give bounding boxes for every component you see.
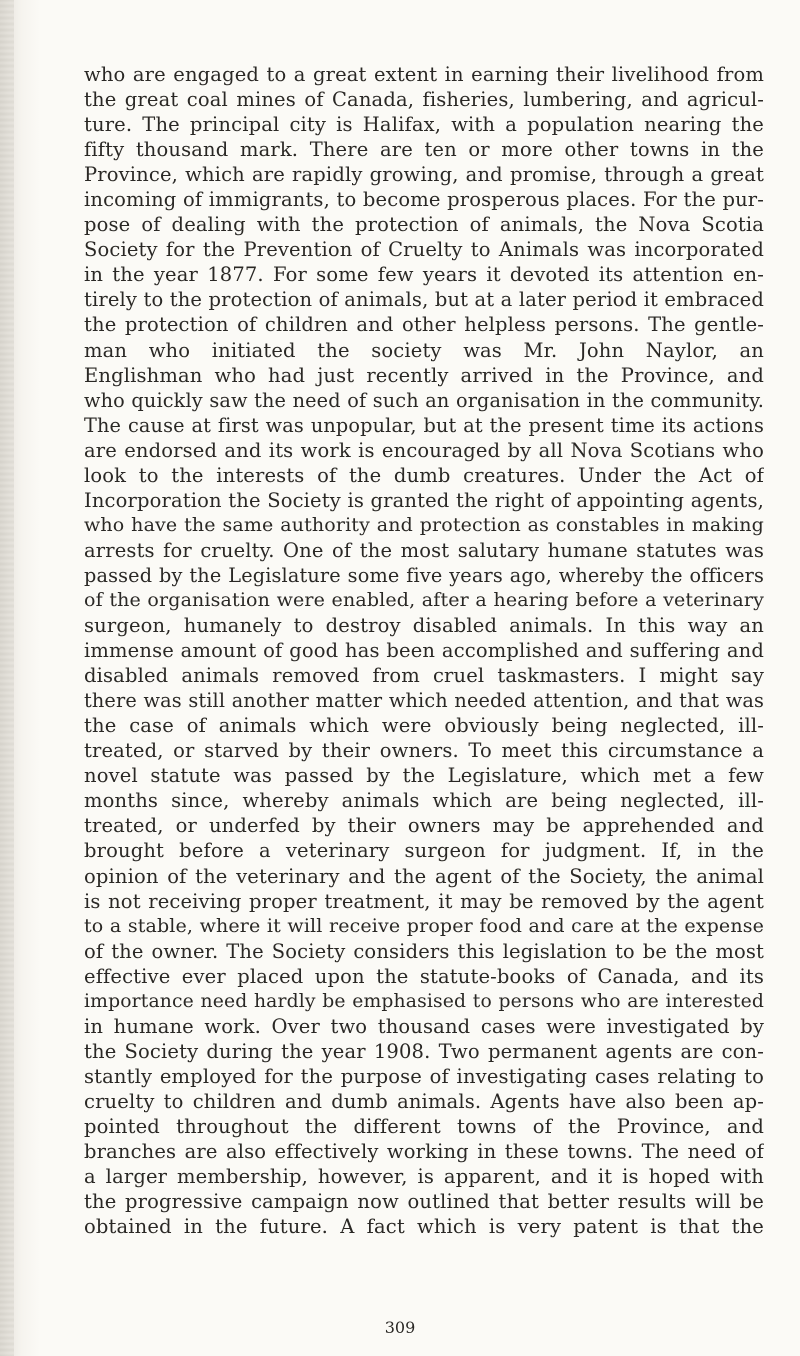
text-line: there was still another matter which needed attention, and that was [84,689,764,713]
text-line: cruelty to children and dumb animals. Agents have also been ap- [84,1089,764,1113]
text-line: obtained in the future. A fact which is very patent is that the [84,1215,764,1239]
text-line: Province, which are rapidly growing, and promise, through a great [84,163,764,187]
text-line: surgeon, humanely to destroy disabled animals. In this way an [84,614,764,638]
text-line: novel statute was passed by the Legislature, which met a few [84,764,764,788]
text-line: who quickly saw the need of such an organisation in the community. [84,388,764,412]
text-line: ture. The principal city is Halifax, with a population nearing the [84,113,764,137]
text-line: immense amount of good has been accomplished and suffering and [84,639,764,663]
text-line: in the year 1877. For some few years it devoted its attention en- [84,263,764,287]
text-line: who have the same authority and protection as constables in making [84,513,764,536]
text-line: fifty thousand mark. There are ten or more other towns in the [84,138,764,162]
text-line: who are engaged to a great extent in earning their livelihood from [84,63,764,86]
text-line: is not receiving proper treatment, it may be removed by the agent [84,889,764,913]
text-line: brought before a veterinary surgeon for judgment. If, in the [84,839,764,863]
text-line: the progressive campaign now outlined that better results will be [84,1190,764,1214]
text-line: pointed throughout the different towns of the Province, and [84,1114,764,1138]
text-line: the protection of children and other helpless persons. The gentle- [84,313,764,337]
body-text [84,62,764,1239]
page-binding-edge [0,0,14,1356]
text-line: months since, whereby animals which are being neglected, ill- [84,789,764,813]
text-line: opinion of the veterinary and the agent of the Society, the animal [84,864,764,888]
text-line: tirely to the protection of animals, but at a later period it embraced [84,288,764,312]
text-line: treated, or underfed by their owners may be apprehended and [84,814,764,838]
text-line: Society for the Prevention of Cruelty to Animals was incorporated [84,238,764,262]
text-line: disabled animals removed from cruel taskmasters. I might say [84,664,764,688]
text-line: pose of dealing with the protection of animals, the Nova Scotia [84,213,764,237]
text-line: man who initiated the society was Mr. John Naylor, an [84,338,764,362]
text-line: The cause at first was unpopular, but at the present time its actions [84,413,764,437]
text-line: incoming of immigrants, to become prosperous places. For the pur- [84,188,764,212]
text-line: the great coal mines of Canada, fisheries, lumbering, and agricul- [84,88,764,112]
text-line: of the organisation were enabled, after a hearing before a veterinary [84,588,764,611]
text-line: Englishman who had just recently arrived in the Province, and [84,363,764,387]
text-line: to a stable, where it will receive proper food and care at the expense [84,914,764,937]
text-line: branches are also effectively working in these towns. The need of [84,1140,764,1164]
text-line: look to the interests of the dumb creatures. Under the Act of [84,463,764,487]
text-line: of the owner. The Society considers this legislation to be the most [84,939,764,963]
text-line: the Society during the year 1908. Two permanent agents are con- [84,1039,764,1063]
page-number: 309 [384,1318,416,1337]
text-line: arrests for cruelty. One of the most salutary humane statutes was [84,538,764,562]
text-line: passed by the Legislature some five years ago, whereby the officers [84,563,764,587]
text-line: Incorporation the Society is granted the right of appointing agents, [84,488,764,512]
text-line: a larger membership, however, is apparent, and it is hoped with [84,1165,764,1189]
text-line: importance need hardly be emphasised to persons who are interested [84,990,764,1012]
text-line: effective ever placed upon the statute-books of Canada, and its [84,964,764,988]
text-line: the case of animals which were obviously being neglected, ill- [84,714,764,738]
text-line: treated, or starved by their owners. To meet this circumstance a [84,739,764,763]
text-line: are endorsed and its work is encouraged by all Nova Scotians who [84,438,764,462]
text-line: in humane work. Over two thousand cases were investigated by [84,1014,764,1038]
text-line: stantly employed for the purpose of investigating cases relating to [84,1064,764,1088]
